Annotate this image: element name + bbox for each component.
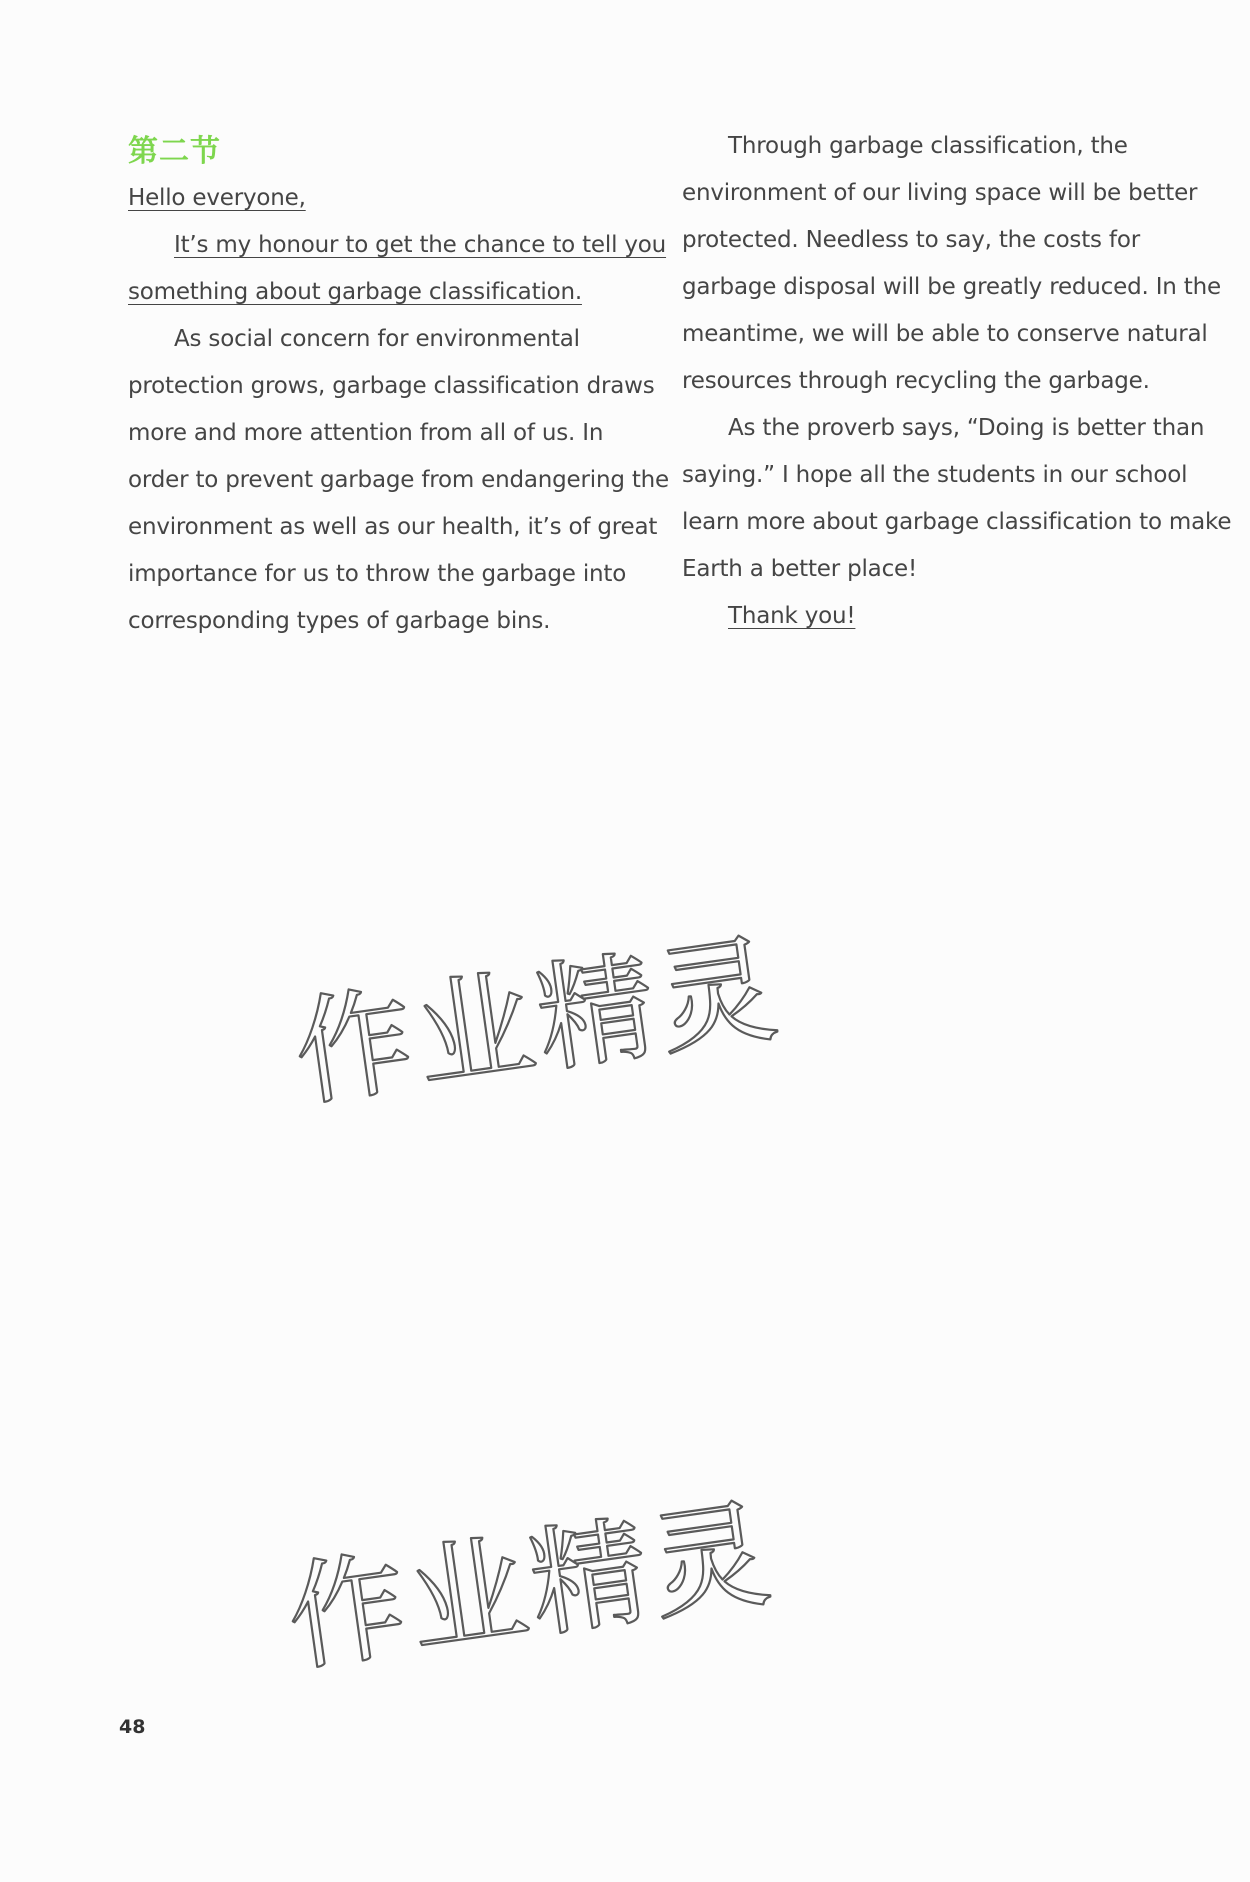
intro-text-1: It’s my honour to get the chance to tell you	[174, 232, 667, 258]
closing-line	[682, 593, 1202, 640]
body-line: As social concern for environmental	[174, 326, 580, 352]
body-line: environment as well as our health, it’s of great	[128, 514, 658, 540]
body-line	[128, 269, 648, 316]
right-column	[682, 123, 1232, 640]
watermark-text: 作业精灵	[279, 1483, 782, 1689]
body-line: Through garbage classification, the	[728, 133, 1128, 159]
body-line: more and more attention from all of us. In	[128, 420, 604, 446]
section-title: 第二节	[128, 134, 221, 169]
page-number: 48	[119, 1716, 146, 1738]
body-line: learn more about garbage classification to make	[682, 509, 1232, 535]
body-line: resources through recycling the garbage.	[682, 368, 1150, 394]
body-line: protection grows, garbage classification draws	[128, 373, 655, 399]
watermark	[282, 918, 822, 1124]
body-line	[128, 222, 667, 269]
body-line: order to prevent garbage from endangering the	[128, 467, 669, 493]
greeting-text: Hello everyone,	[128, 185, 306, 211]
closing-text: Thank you!	[728, 603, 856, 629]
watermark-graphic	[282, 918, 822, 1124]
body-line: meantime, we will be able to conserve natural	[682, 321, 1208, 347]
body-line: corresponding types of garbage bins.	[128, 608, 551, 634]
body-line: protected. Needless to say, the costs for	[682, 227, 1140, 253]
intro-text-2: something about garbage classification.	[128, 279, 582, 305]
greeting-line	[128, 175, 648, 222]
body-line: Earth a better place!	[682, 556, 917, 582]
watermark-text: 作业精灵	[286, 918, 789, 1124]
watermark	[275, 1483, 815, 1689]
body-line: garbage disposal will be greatly reduced. In the	[682, 274, 1221, 300]
body-line: saying.” I hope all the students in our school	[682, 462, 1188, 488]
body-line: importance for us to throw the garbage into	[128, 561, 627, 587]
watermark-graphic	[275, 1483, 815, 1689]
body-line: As the proverb says, “Doing is better than	[728, 415, 1205, 441]
body-line: environment of our living space will be better	[682, 180, 1198, 206]
left-column	[128, 128, 669, 645]
